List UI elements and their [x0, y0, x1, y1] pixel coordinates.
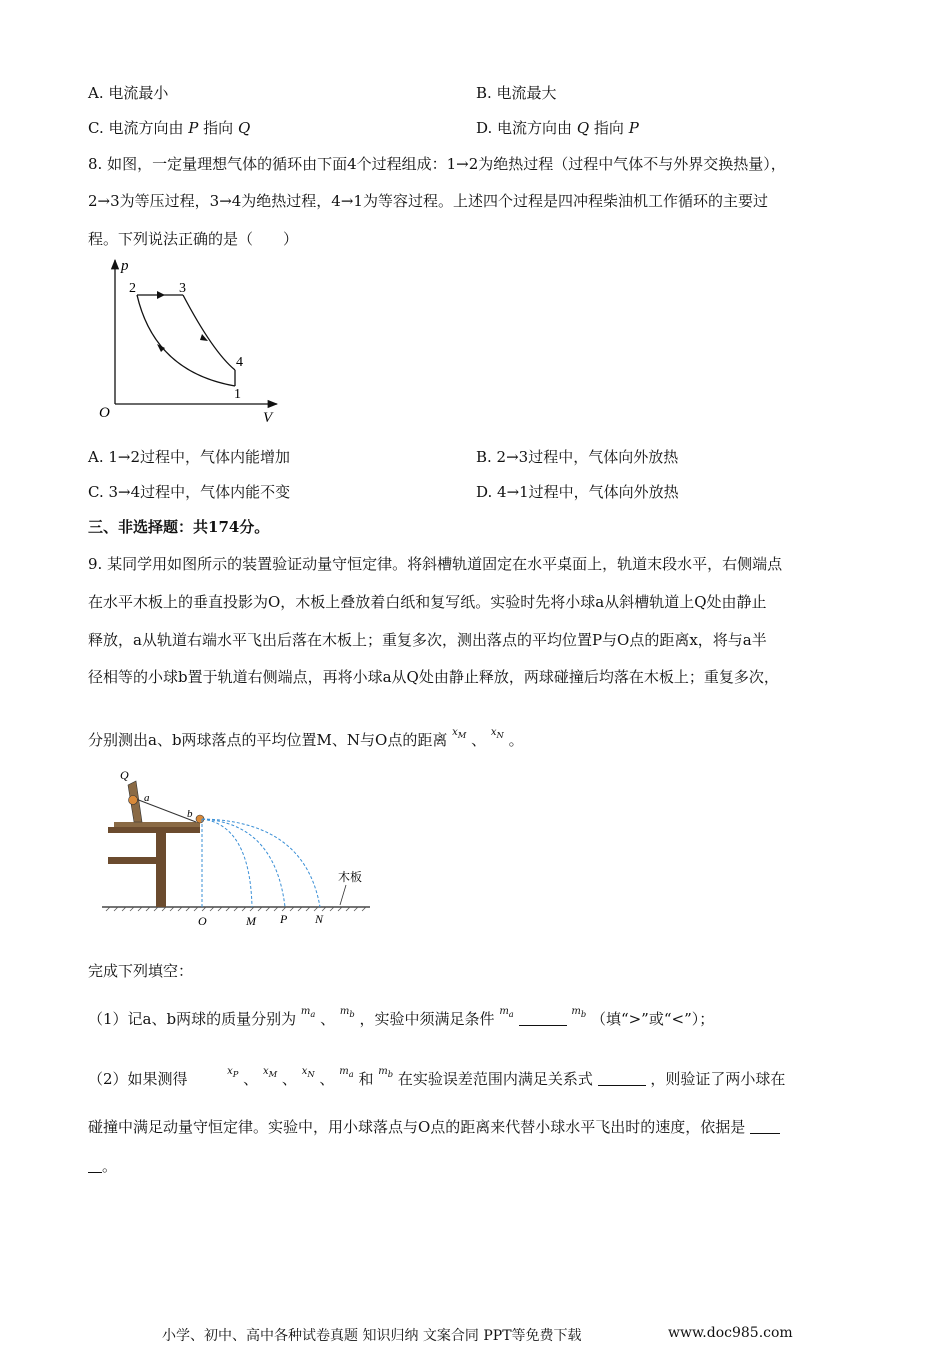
q9-stem-line4: 径相等的小球b置于轨道右侧端点，再将小球a从Q处由静止释放，两球碰撞后均落在木板上；重复多次， — [88, 668, 779, 686]
q9-part2 — [88, 1066, 785, 1089]
q7-option-c-from: P — [188, 119, 199, 137]
q8-stem-line3: 程。下列说法正确的是（ ） — [88, 230, 299, 248]
q9-part1-sep: 、 — [320, 1010, 336, 1028]
table-leg — [156, 831, 166, 907]
collision-apparatus-diagram — [100, 765, 380, 935]
board-pointer — [340, 885, 346, 905]
q9-part1-text-b: ，实验中须满足条件 — [359, 1010, 495, 1028]
q8-stem-line2: 2→3为等压过程，3→4为绝热过程，4→1为等容过程。上述四个过程是四冲程柴油机工作循环的主要过 — [88, 192, 768, 210]
q7-option-b: B. 电流最大 — [476, 84, 557, 102]
footer-text: 小学、初中、高中各种试卷真题 知识归纳 文案合同 PPT等免费下载 — [162, 1328, 582, 1344]
q7-option-d-to: P — [628, 119, 639, 137]
answer-blank-3-cont[interactable] — [88, 1158, 102, 1173]
q8-option-d: D. 4→1过程中，气体向外放热 — [476, 483, 679, 501]
symbol-ma-3: ma — [339, 1066, 354, 1079]
table-top — [108, 827, 200, 833]
q9-part2-sep-3: 、 — [319, 1070, 335, 1088]
q9-part1-text-c: （填“>”或“<”）； — [590, 1010, 715, 1028]
q8-option-b: B. 2→3过程中，气体向外放热 — [476, 448, 679, 466]
point-3-label: 3 — [179, 281, 186, 296]
q8-option-c: C. 3→4过程中，气体内能不变 — [88, 483, 291, 501]
q9-part2-end: 。 — [102, 1157, 118, 1175]
symbol-xN-2: xN — [301, 1066, 315, 1079]
q8-stem-line1: 8. 如图，一定量理想气体的循环由下面4个过程组成：1→2为绝热过程（过程中气体不与外界交换热量）， — [88, 155, 786, 173]
symbol-xN: xN — [490, 727, 504, 740]
ground-label-M: M — [246, 914, 256, 928]
origin-label: O — [99, 405, 110, 421]
point-2-label: 2 — [129, 281, 136, 296]
ground-label-P: P — [280, 912, 288, 926]
process-1-2 — [137, 295, 235, 386]
symbol-ma-2: ma — [499, 1006, 514, 1019]
q9-part2-sep-1: 、 — [243, 1070, 259, 1088]
point-1-label: 1 — [234, 387, 241, 402]
q7-option-d-prefix: D. 电流方向由 — [476, 119, 573, 137]
answer-blank-3[interactable] — [750, 1119, 780, 1134]
q9-stem-line2: 在水平木板上的垂直投影为O，木板上叠放着白纸和复写纸。实验时先将小球a从斜槽轨道上Q处由静止 — [88, 593, 767, 611]
q9-part2-and: 和 — [358, 1070, 374, 1088]
footer-url[interactable]: www.doc985.com — [668, 1325, 793, 1341]
q7-option-d — [476, 117, 639, 138]
arrow-2-3-icon — [157, 291, 165, 299]
answer-blank-1[interactable] — [519, 1011, 567, 1026]
section-heading: 三、非选择题：共174分。 — [88, 518, 270, 536]
symbol-xM: xM — [452, 727, 467, 740]
q8-option-a: A. 1→2过程中，气体内能增加 — [88, 448, 291, 466]
q9-part2-text-b: 在实验误差范围内满足关系式 — [397, 1070, 593, 1088]
q9-part2-sep-2: 、 — [281, 1070, 297, 1088]
p-axis-label: p — [121, 258, 129, 274]
fill-intro: 完成下列填空： — [88, 962, 194, 980]
label-a: a — [144, 792, 150, 804]
label-Q: Q — [120, 768, 129, 782]
q7-option-d-from: Q — [576, 119, 590, 137]
pv-diagram — [95, 252, 295, 432]
q9-part2-line2-text: 碰撞中满足动量守恒定律。实验中，用小球落点与O点的距离来代替小球水平飞出时的速度，依据是 — [88, 1118, 746, 1136]
q9-stem-line3: 释放，a从轨道右端水平飞出后落在木板上；重复多次，测出落点的平均位置P与O点的距离x，将与a半 — [88, 631, 767, 649]
symbol-xP: xP — [227, 1066, 239, 1079]
q9-part2-text-a: （2）如果测得 — [88, 1070, 188, 1088]
q7-option-c-prefix: C. 电流方向由 — [88, 119, 184, 137]
trajectories — [202, 819, 320, 907]
symbol-xM-2: xM — [262, 1066, 278, 1079]
point-4-label: 4 — [236, 355, 243, 370]
symbol-mb-3: mb — [378, 1066, 394, 1079]
q9-stem-line5-end: 。 — [508, 731, 524, 749]
ground-label-N: N — [315, 912, 324, 926]
ball-a-icon — [129, 796, 138, 805]
answer-blank-2[interactable] — [598, 1071, 646, 1086]
q7-option-d-mid: 指向 — [593, 119, 624, 137]
q7-option-c-to: Q — [237, 119, 251, 137]
q9-part2-line3 — [88, 1155, 117, 1176]
track-base — [114, 822, 200, 827]
q7-option-c-mid: 指向 — [203, 119, 234, 137]
q9-part2-line2 — [88, 1116, 780, 1137]
label-b: b — [187, 808, 193, 820]
v-axis-label: V — [263, 410, 273, 426]
q9-stem-line1: 9. 某同学用如图所示的装置验证动量守恒定律。将斜槽轨道固定在水平桌面上，轨道末段水平，右侧端点 — [88, 555, 783, 573]
board-label: 木板 — [338, 870, 363, 884]
ground-label-O: O — [198, 914, 207, 928]
q9-part2-text-c: ，则验证了两小球在 — [650, 1070, 786, 1088]
q9-stem-line5-text: 分别测出a、b两球落点的平均位置M、N与O点的距离 — [88, 731, 448, 749]
q9-stem-line5-sep: 、 — [471, 731, 487, 749]
q9-part1-text-a: （1）记a、b两球的质量分别为 — [88, 1010, 297, 1028]
symbol-mb-2: mb — [571, 1006, 587, 1019]
process-3-4 — [183, 295, 235, 370]
symbol-ma: ma — [300, 1006, 316, 1019]
q9-part1 — [88, 1006, 714, 1029]
symbol-mb: mb — [339, 1006, 355, 1019]
table-crossbar — [108, 857, 158, 864]
q9-stem-line5 — [88, 727, 524, 750]
q7-option-c — [88, 117, 250, 138]
q7-option-a: A. 电流最小 — [88, 84, 169, 102]
